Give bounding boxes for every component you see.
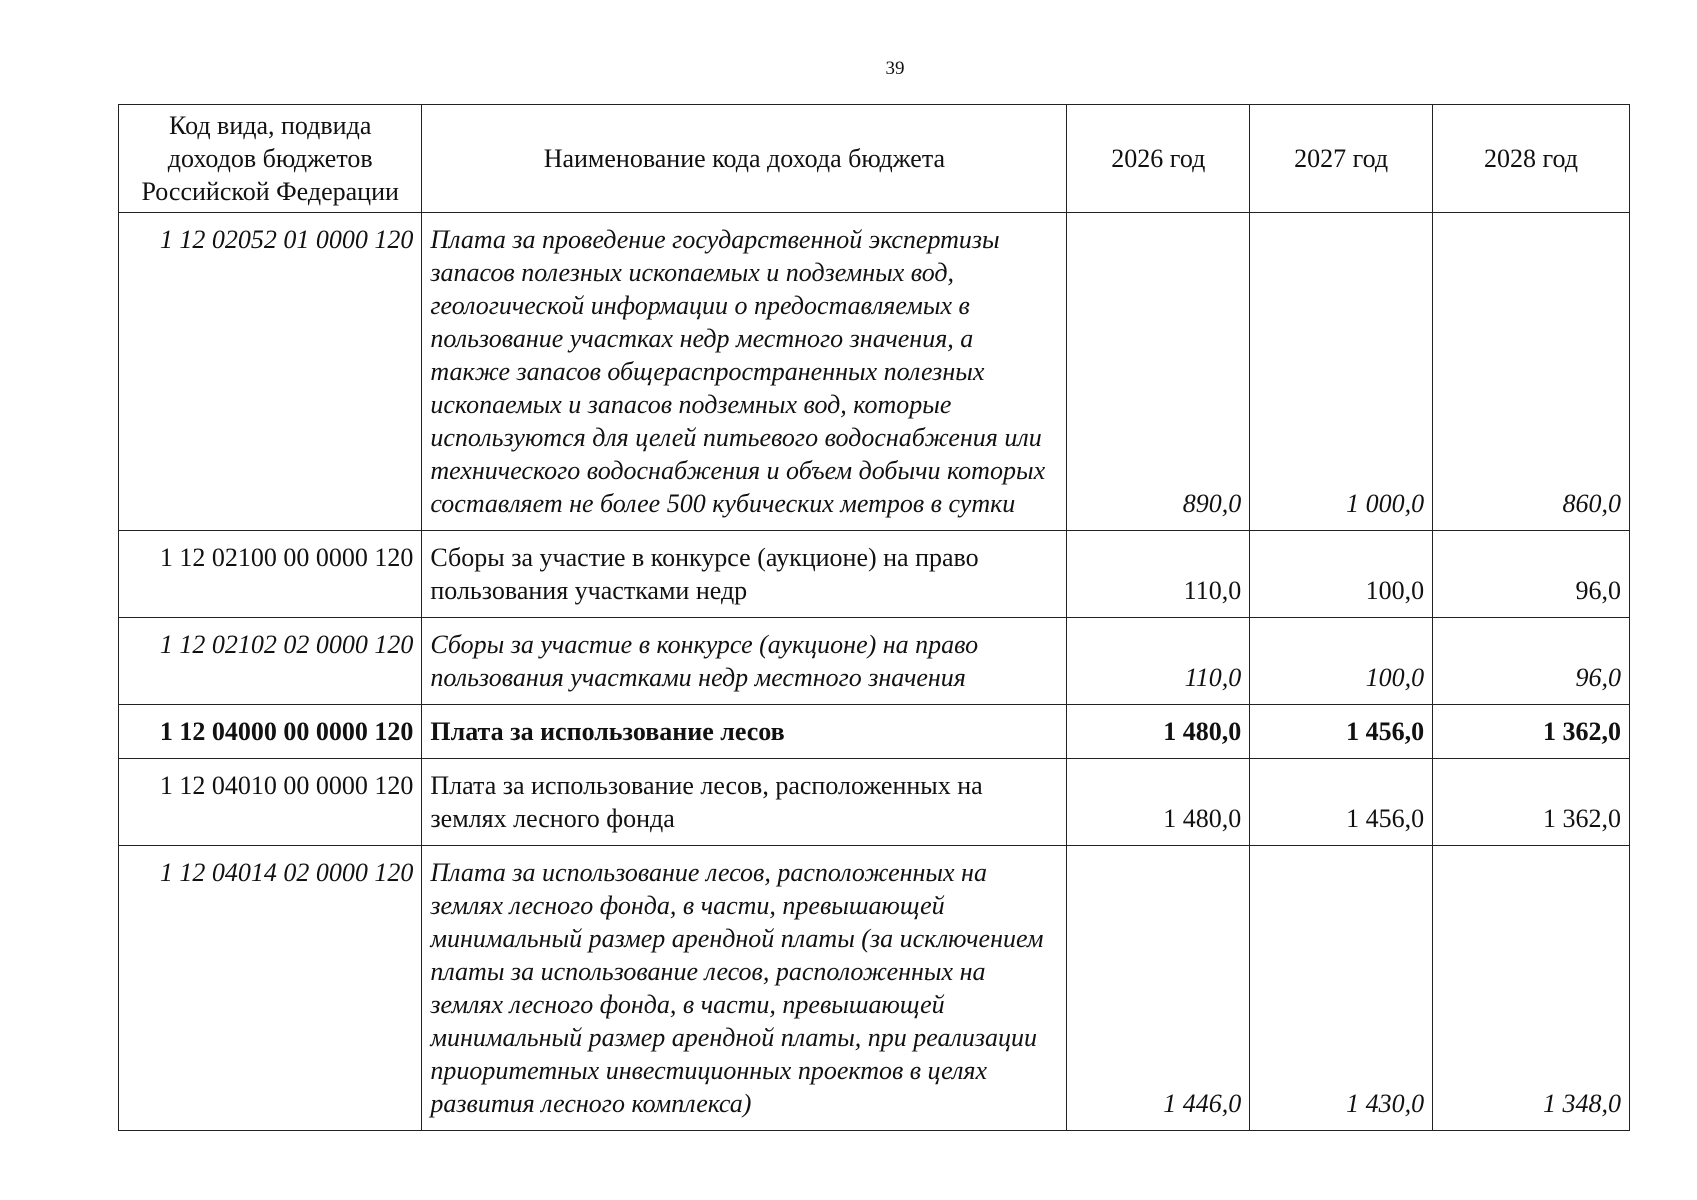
row-value-2027: 1 430,0 bbox=[1250, 846, 1433, 1131]
table-row bbox=[119, 846, 1630, 1131]
row-code: 1 12 02100 00 0000 120 bbox=[119, 531, 422, 618]
table-row bbox=[119, 705, 1630, 759]
row-code: 1 12 02052 01 0000 120 bbox=[119, 213, 422, 531]
table-row bbox=[119, 759, 1630, 846]
row-value-2027: 1 456,0 bbox=[1250, 705, 1433, 759]
row-value-2028: 96,0 bbox=[1433, 618, 1630, 705]
header-2027: 2027 год bbox=[1250, 105, 1433, 213]
row-value-2028: 1 348,0 bbox=[1433, 846, 1630, 1131]
row-value-2026: 1 480,0 bbox=[1067, 705, 1250, 759]
row-code: 1 12 04010 00 0000 120 bbox=[119, 759, 422, 846]
row-value-2028: 860,0 bbox=[1433, 213, 1630, 531]
row-code: 1 12 02102 02 0000 120 bbox=[119, 618, 422, 705]
table-row bbox=[119, 618, 1630, 705]
row-value-2027: 1 000,0 bbox=[1250, 213, 1433, 531]
header-2028: 2028 год bbox=[1433, 105, 1630, 213]
row-name: Плата за использование лесов, расположенных на землях лесного фонда, в части, превышающей минимальный размер арендной платы (за исключением платы за использование лесов, расположенных на землях лесного фонда, в части, превышающей минимальный размер арендной платы, при реализации приоритетных инвестиционных проектов в целях развития лесного комплекса) bbox=[422, 846, 1067, 1131]
row-value-2026: 110,0 bbox=[1067, 531, 1250, 618]
table-row bbox=[119, 213, 1630, 531]
row-value-2026: 110,0 bbox=[1067, 618, 1250, 705]
row-name: Плата за использование лесов, расположенных на землях лесного фонда bbox=[422, 759, 1067, 846]
row-value-2028: 1 362,0 bbox=[1433, 759, 1630, 846]
header-code: Код вида, подвида доходов бюджетов Российской Федерации bbox=[119, 105, 422, 213]
table-header-row bbox=[119, 105, 1630, 213]
table-row bbox=[119, 531, 1630, 618]
header-2026: 2026 год bbox=[1067, 105, 1250, 213]
row-name: Сборы за участие в конкурсе (аукционе) на право пользования участками недр bbox=[422, 531, 1067, 618]
row-code: 1 12 04014 02 0000 120 bbox=[119, 846, 422, 1131]
row-name: Плата за использование лесов bbox=[422, 705, 1067, 759]
row-value-2027: 100,0 bbox=[1250, 618, 1433, 705]
row-name: Сборы за участие в конкурсе (аукционе) на право пользования участками недр местного значения bbox=[422, 618, 1067, 705]
row-value-2026: 1 480,0 bbox=[1067, 759, 1250, 846]
row-code: 1 12 04000 00 0000 120 bbox=[119, 705, 422, 759]
budget-revenue-table bbox=[118, 104, 1630, 1131]
page-number: 39 bbox=[885, 58, 905, 79]
header-name: Наименование кода дохода бюджета bbox=[422, 105, 1067, 213]
row-value-2028: 1 362,0 bbox=[1433, 705, 1630, 759]
row-value-2028: 96,0 bbox=[1433, 531, 1630, 618]
row-value-2026: 890,0 bbox=[1067, 213, 1250, 531]
row-value-2027: 1 456,0 bbox=[1250, 759, 1433, 846]
row-name: Плата за проведение государственной экспертизы запасов полезных ископаемых и подземных вод, геологической информации о предоставляемых в пользование участках недр местного значения, а также запасов общераспространенных полезных ископаемых и запасов подземных вод, которые используются для целей питьевого водоснабжения или технического водоснабжения и объем добычи которых составляет не более 500 кубических метров в сутки bbox=[422, 213, 1067, 531]
row-value-2027: 100,0 bbox=[1250, 531, 1433, 618]
row-value-2026: 1 446,0 bbox=[1067, 846, 1250, 1131]
